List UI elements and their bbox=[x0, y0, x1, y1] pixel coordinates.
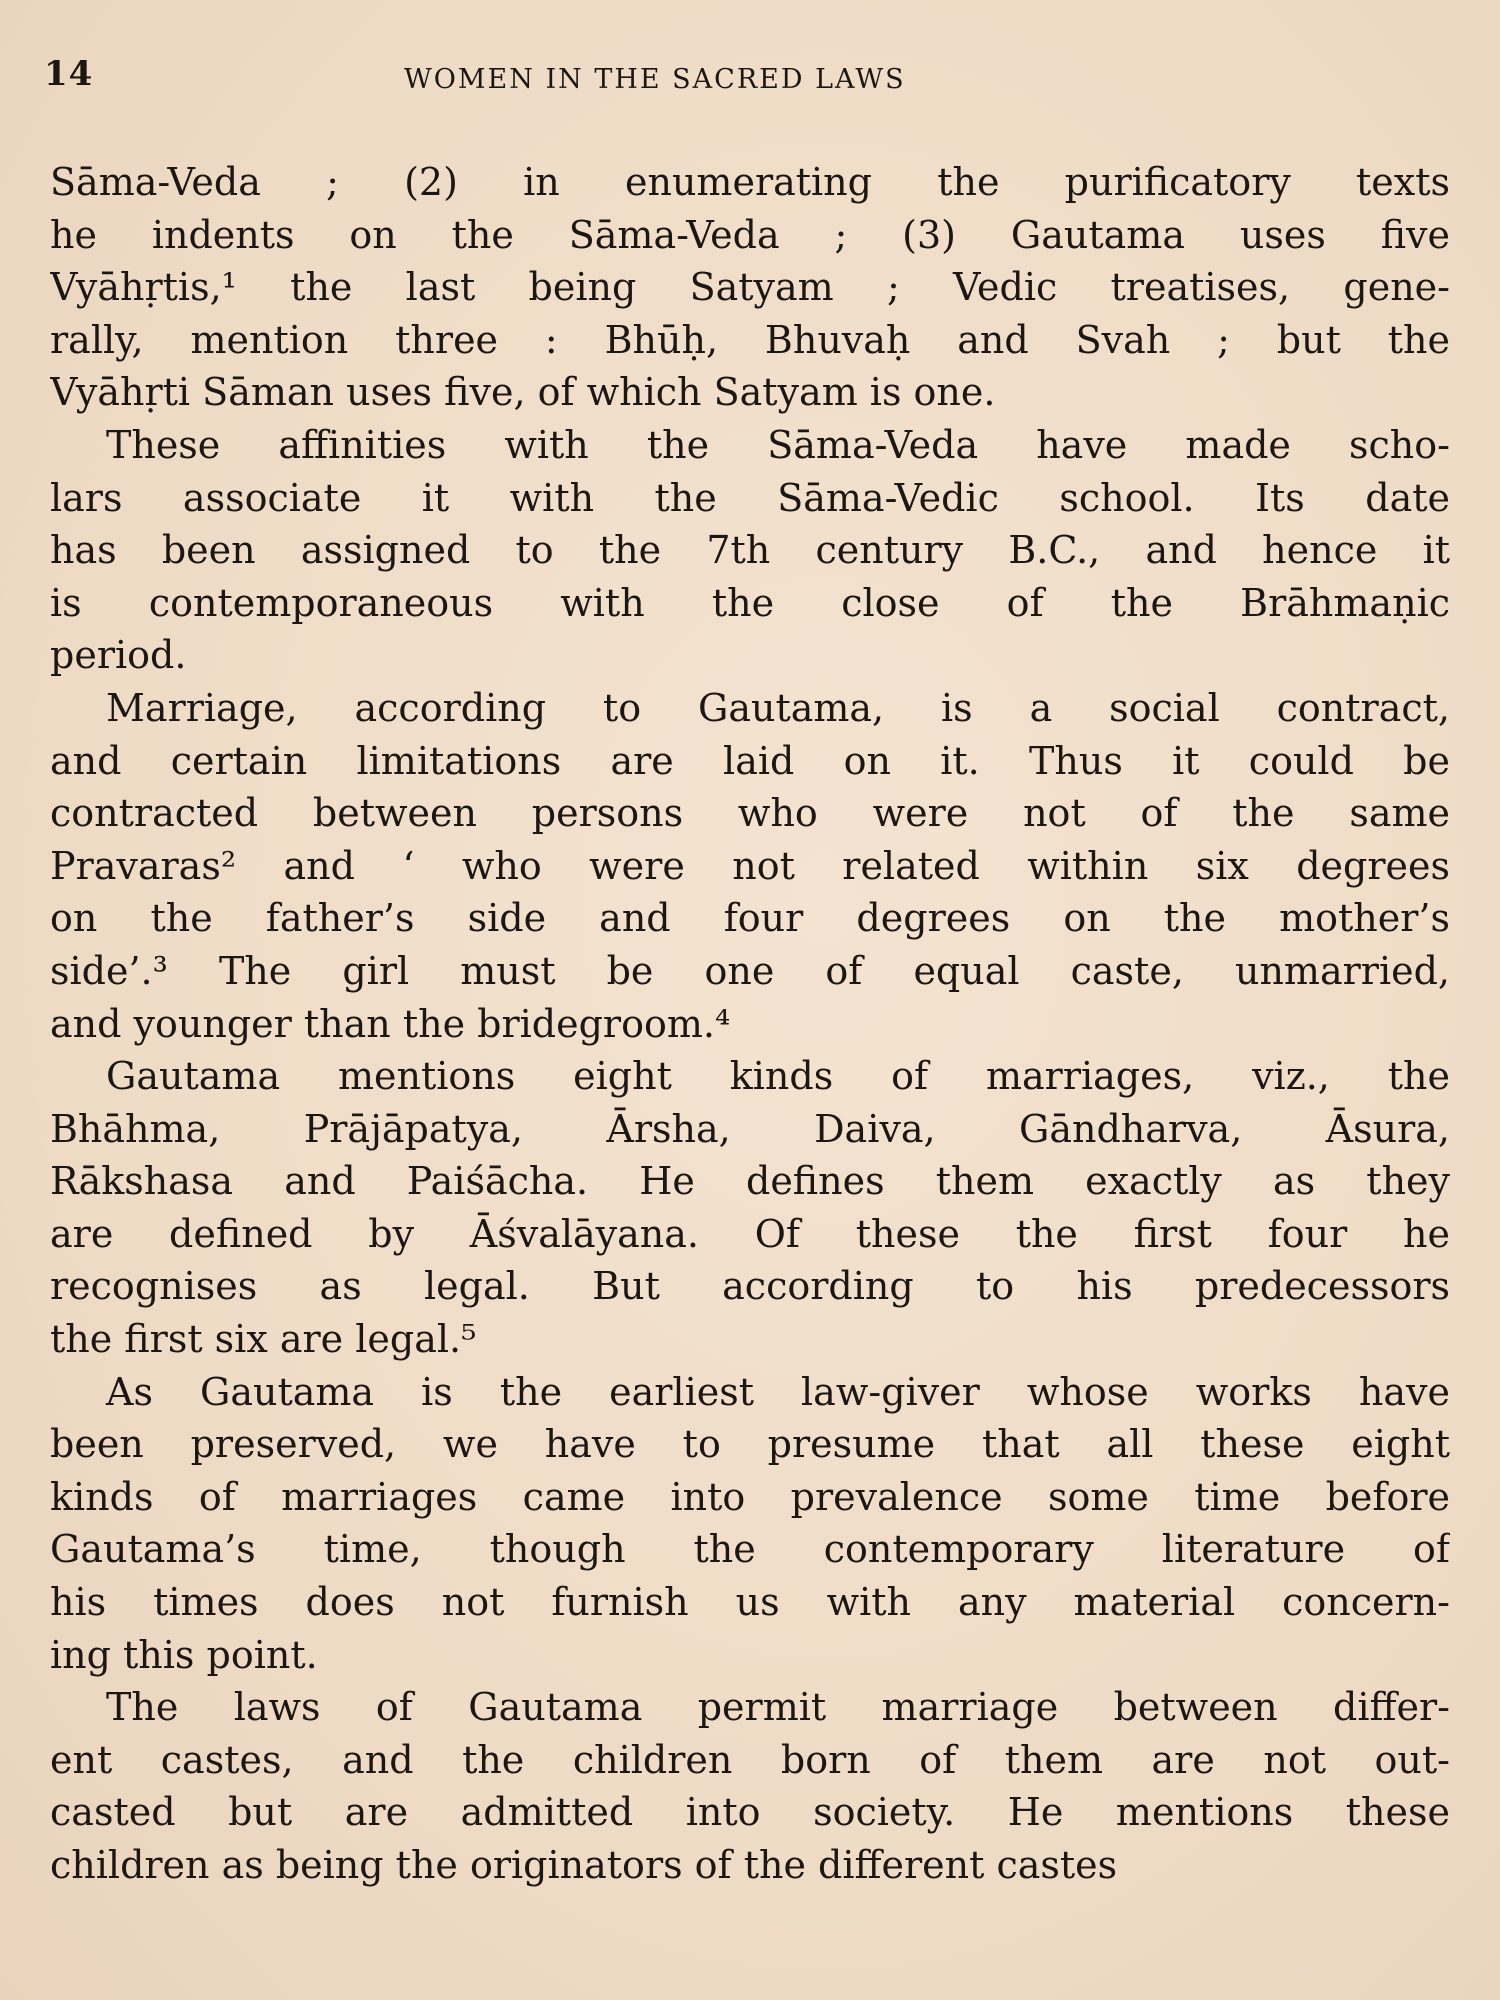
text-line: side’.³ The girl must be one of equal caste, unmarried, bbox=[50, 948, 1450, 993]
page-number: 14 bbox=[44, 54, 94, 94]
text-line: The laws of Gautama permit marriage between differ- bbox=[106, 1685, 1450, 1730]
text-line: Marriage, according to Gautama, is a social contract, bbox=[106, 685, 1450, 730]
text-line: casted but are admitted into society. He mentions these bbox=[50, 1790, 1450, 1835]
running-title: WOMEN IN THE SACRED LAWS bbox=[404, 64, 906, 95]
text-line: Sāma-Veda ; (2) in enumerating the purificatory texts bbox=[50, 160, 1450, 204]
text-line: been preserved, we have to presume that all these eight bbox=[50, 1422, 1450, 1467]
text-line: is contemporaneous with the close of the Brāhmaṇic bbox=[50, 580, 1450, 625]
text-line: the first six are legal.⁵ bbox=[50, 1317, 477, 1362]
text-line: ent castes, and the children born of them are not out- bbox=[50, 1737, 1450, 1782]
page-header bbox=[44, 54, 1474, 114]
paragraph bbox=[50, 1050, 1450, 1366]
text-line: recognises as legal. But according to his predecessors bbox=[50, 1264, 1450, 1309]
text-line: and younger than the bridegroom.⁴ bbox=[50, 1001, 731, 1046]
text-line: children as being the originators of the different castes bbox=[50, 1843, 1118, 1887]
text-line: are defined by Āśvalāyana. Of these the first four he bbox=[50, 1211, 1450, 1256]
text-line: Gautama mentions eight kinds of marriages, viz., the bbox=[106, 1054, 1450, 1099]
text-line: his times does not furnish us with any material concern- bbox=[50, 1580, 1450, 1625]
paragraph bbox=[50, 1681, 1450, 1891]
text-line: Pravaras² and ‘ who were not related within six degrees bbox=[50, 843, 1450, 888]
text-line: period. bbox=[50, 633, 187, 678]
text-line: he indents on the Sāma-Veda ; (3) Gautama uses five bbox=[50, 212, 1450, 257]
paragraph bbox=[50, 156, 1450, 419]
text-line: Rākshasa and Paiśācha. He defines them exactly as they bbox=[50, 1159, 1450, 1204]
paragraph bbox=[50, 419, 1450, 682]
text-line: and certain limitations are laid on it. Thus it could be bbox=[50, 738, 1450, 783]
text-line: kinds of marriages came into prevalence some time before bbox=[50, 1474, 1450, 1519]
text-line: has been assigned to the 7th century B.C., and hence it bbox=[50, 528, 1450, 573]
text-line: ing this point. bbox=[50, 1632, 318, 1677]
text-line: Vyāhṛtis,¹ the last being Satyam ; Vedic treatises, gene- bbox=[50, 265, 1450, 310]
text-line: rally, mention three : Bhūḥ, Bhuvaḥ and Svah ; but the bbox=[50, 317, 1450, 362]
text-line: These affinities with the Sāma-Veda have made scho- bbox=[106, 422, 1450, 467]
text-line: on the father’s side and four degrees on the mother’s bbox=[50, 896, 1450, 941]
text-line: contracted between persons who were not of the same bbox=[50, 791, 1450, 836]
text-line: Gautama’s time, though the contemporary literature of bbox=[50, 1527, 1450, 1572]
body-text bbox=[50, 156, 1450, 1892]
text-line: Bhāhma, Prājāpatya, Ārsha, Daiva, Gāndharva, Āsura, bbox=[50, 1106, 1450, 1151]
text-line: As Gautama is the earliest law-giver whose works have bbox=[106, 1369, 1450, 1414]
text-line: lars associate it with the Sāma-Vedic school. Its date bbox=[50, 475, 1450, 520]
text-line: Vyāhṛti Sāman uses five, of which Satyam is one. bbox=[50, 370, 996, 415]
paragraph bbox=[50, 1366, 1450, 1682]
paragraph bbox=[50, 682, 1450, 1050]
